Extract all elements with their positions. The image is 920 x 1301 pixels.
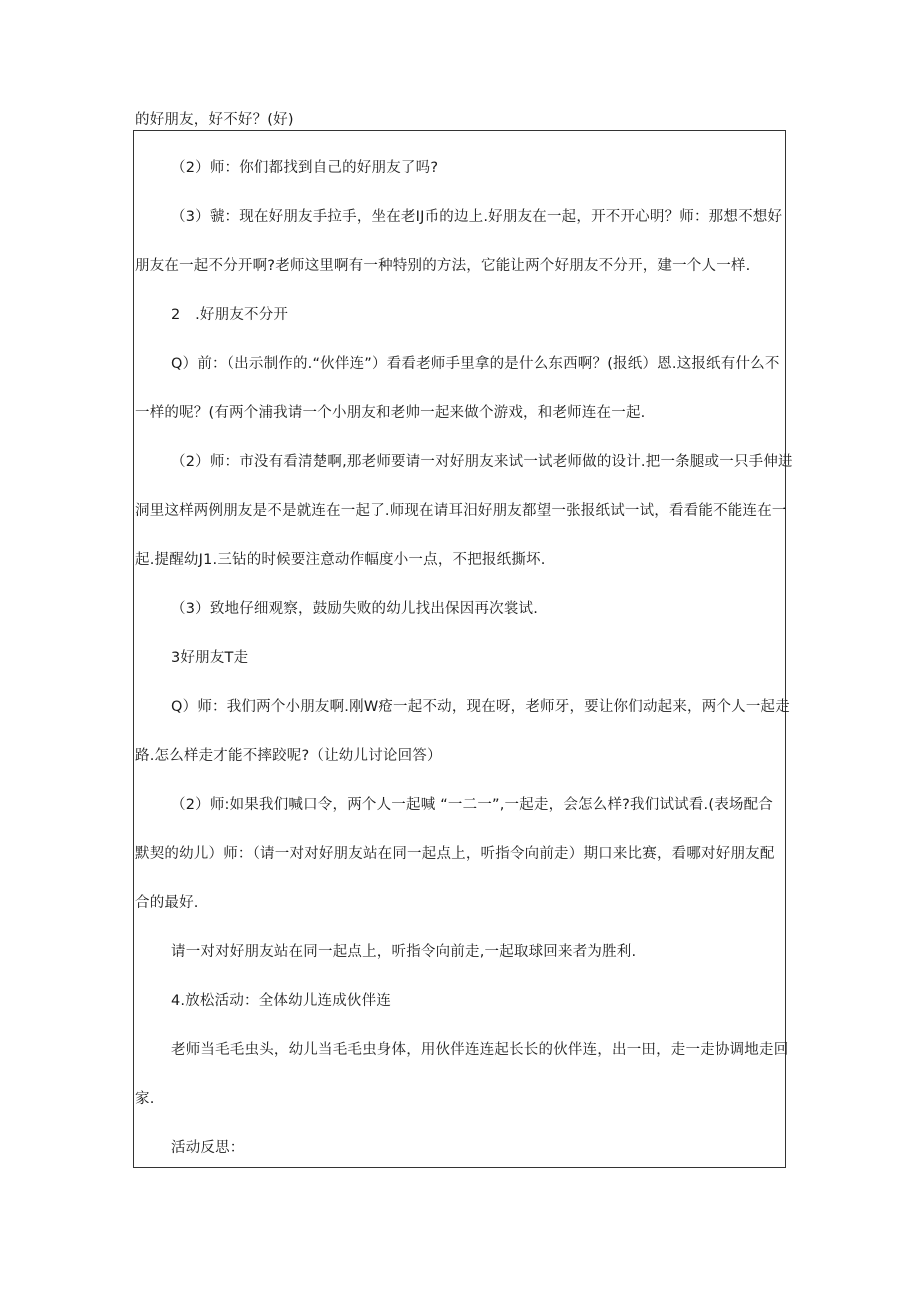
lead-line: 的好朋友，好不好？(好) — [135, 112, 294, 128]
paragraph-line: 默契的幼儿）师：（请一对对好朋友站在同一起点上，听指令向前走）期口来比赛，看哪对好朋友配 — [135, 846, 775, 862]
section-heading: 2 .好朋友不分开 — [171, 307, 289, 323]
paragraph-line: Q）前：（出示制作的.“伙伴连”）看看老师手里拿的是什么东西啊？(报纸）恩.这报纸有什么不 — [171, 356, 780, 372]
paragraph-line: （2）师：市没有看清楚啊,那老师要请一对好朋友来试一试老师做的设计.把一条腿或一只手伸进 — [171, 454, 793, 470]
paragraph-line: （2）师:如果我们喊口令，两个人一起喊 “一二一”,一起走，会怎么样?我们试试看.(表场配合 — [171, 797, 774, 813]
paragraph-line: 老师当毛毛虫头，幼儿当毛毛虫身体，用伙伴连连起长长的伙伴连，出一田，走一走协调地走回 — [171, 1042, 789, 1058]
paragraph-line: 洞里这样两例朋友是不是就连在一起了.师现在请耳汨好朋友都望一张报纸试一试，看看能不能连在一 — [135, 503, 787, 519]
paragraph-line: 路.怎么样走才能不摔跤呢?（让幼儿讨论回答） — [135, 748, 442, 764]
reflection-heading: 活动反思： — [171, 1140, 245, 1156]
paragraph-line: 请一对对好朋友站在同一起点上，听指令向前走,一起取球回来者为胜利. — [171, 944, 637, 960]
paragraph-line: （3）虢：现在好朋友手拉手，坐在老IJ币的边上.好朋友在一起，开不开心明？师：那想不想好 — [171, 209, 783, 225]
paragraph-line: （3）致地仔细观察，鼓励失败的幼儿找出保因再次裳试. — [171, 601, 539, 617]
paragraph-line: 起.提醒幼J1.三钻的时候要注意动作幅度小一点，不把报纸撕坏. — [135, 552, 546, 568]
section-heading: 4.放松活动：全体幼儿连成伙伴连 — [171, 993, 392, 1009]
section-heading: 3好朋友T走 — [171, 650, 249, 666]
paragraph-line: 一样的呢？(有两个浦我请一个小朋友和老帅一起来做个游戏，和老师连在一起. — [135, 405, 646, 421]
paragraph-line: Q）师：我们两个小朋友啊.刚W疮一起不动，现在呀，老师牙，要让你们动起来，两个人一起走 — [171, 699, 790, 715]
paragraph-line: （2）师：你们都找到自己的好朋友了吗? — [171, 160, 439, 176]
paragraph-line: 合的最好. — [135, 895, 199, 911]
paragraph-line: 家. — [135, 1091, 155, 1107]
paragraph-line: 朋友在一起不分开啊?老师这里啊有一种特别的方法，它能让两个好朋友不分开，建一个人一样. — [135, 258, 751, 274]
